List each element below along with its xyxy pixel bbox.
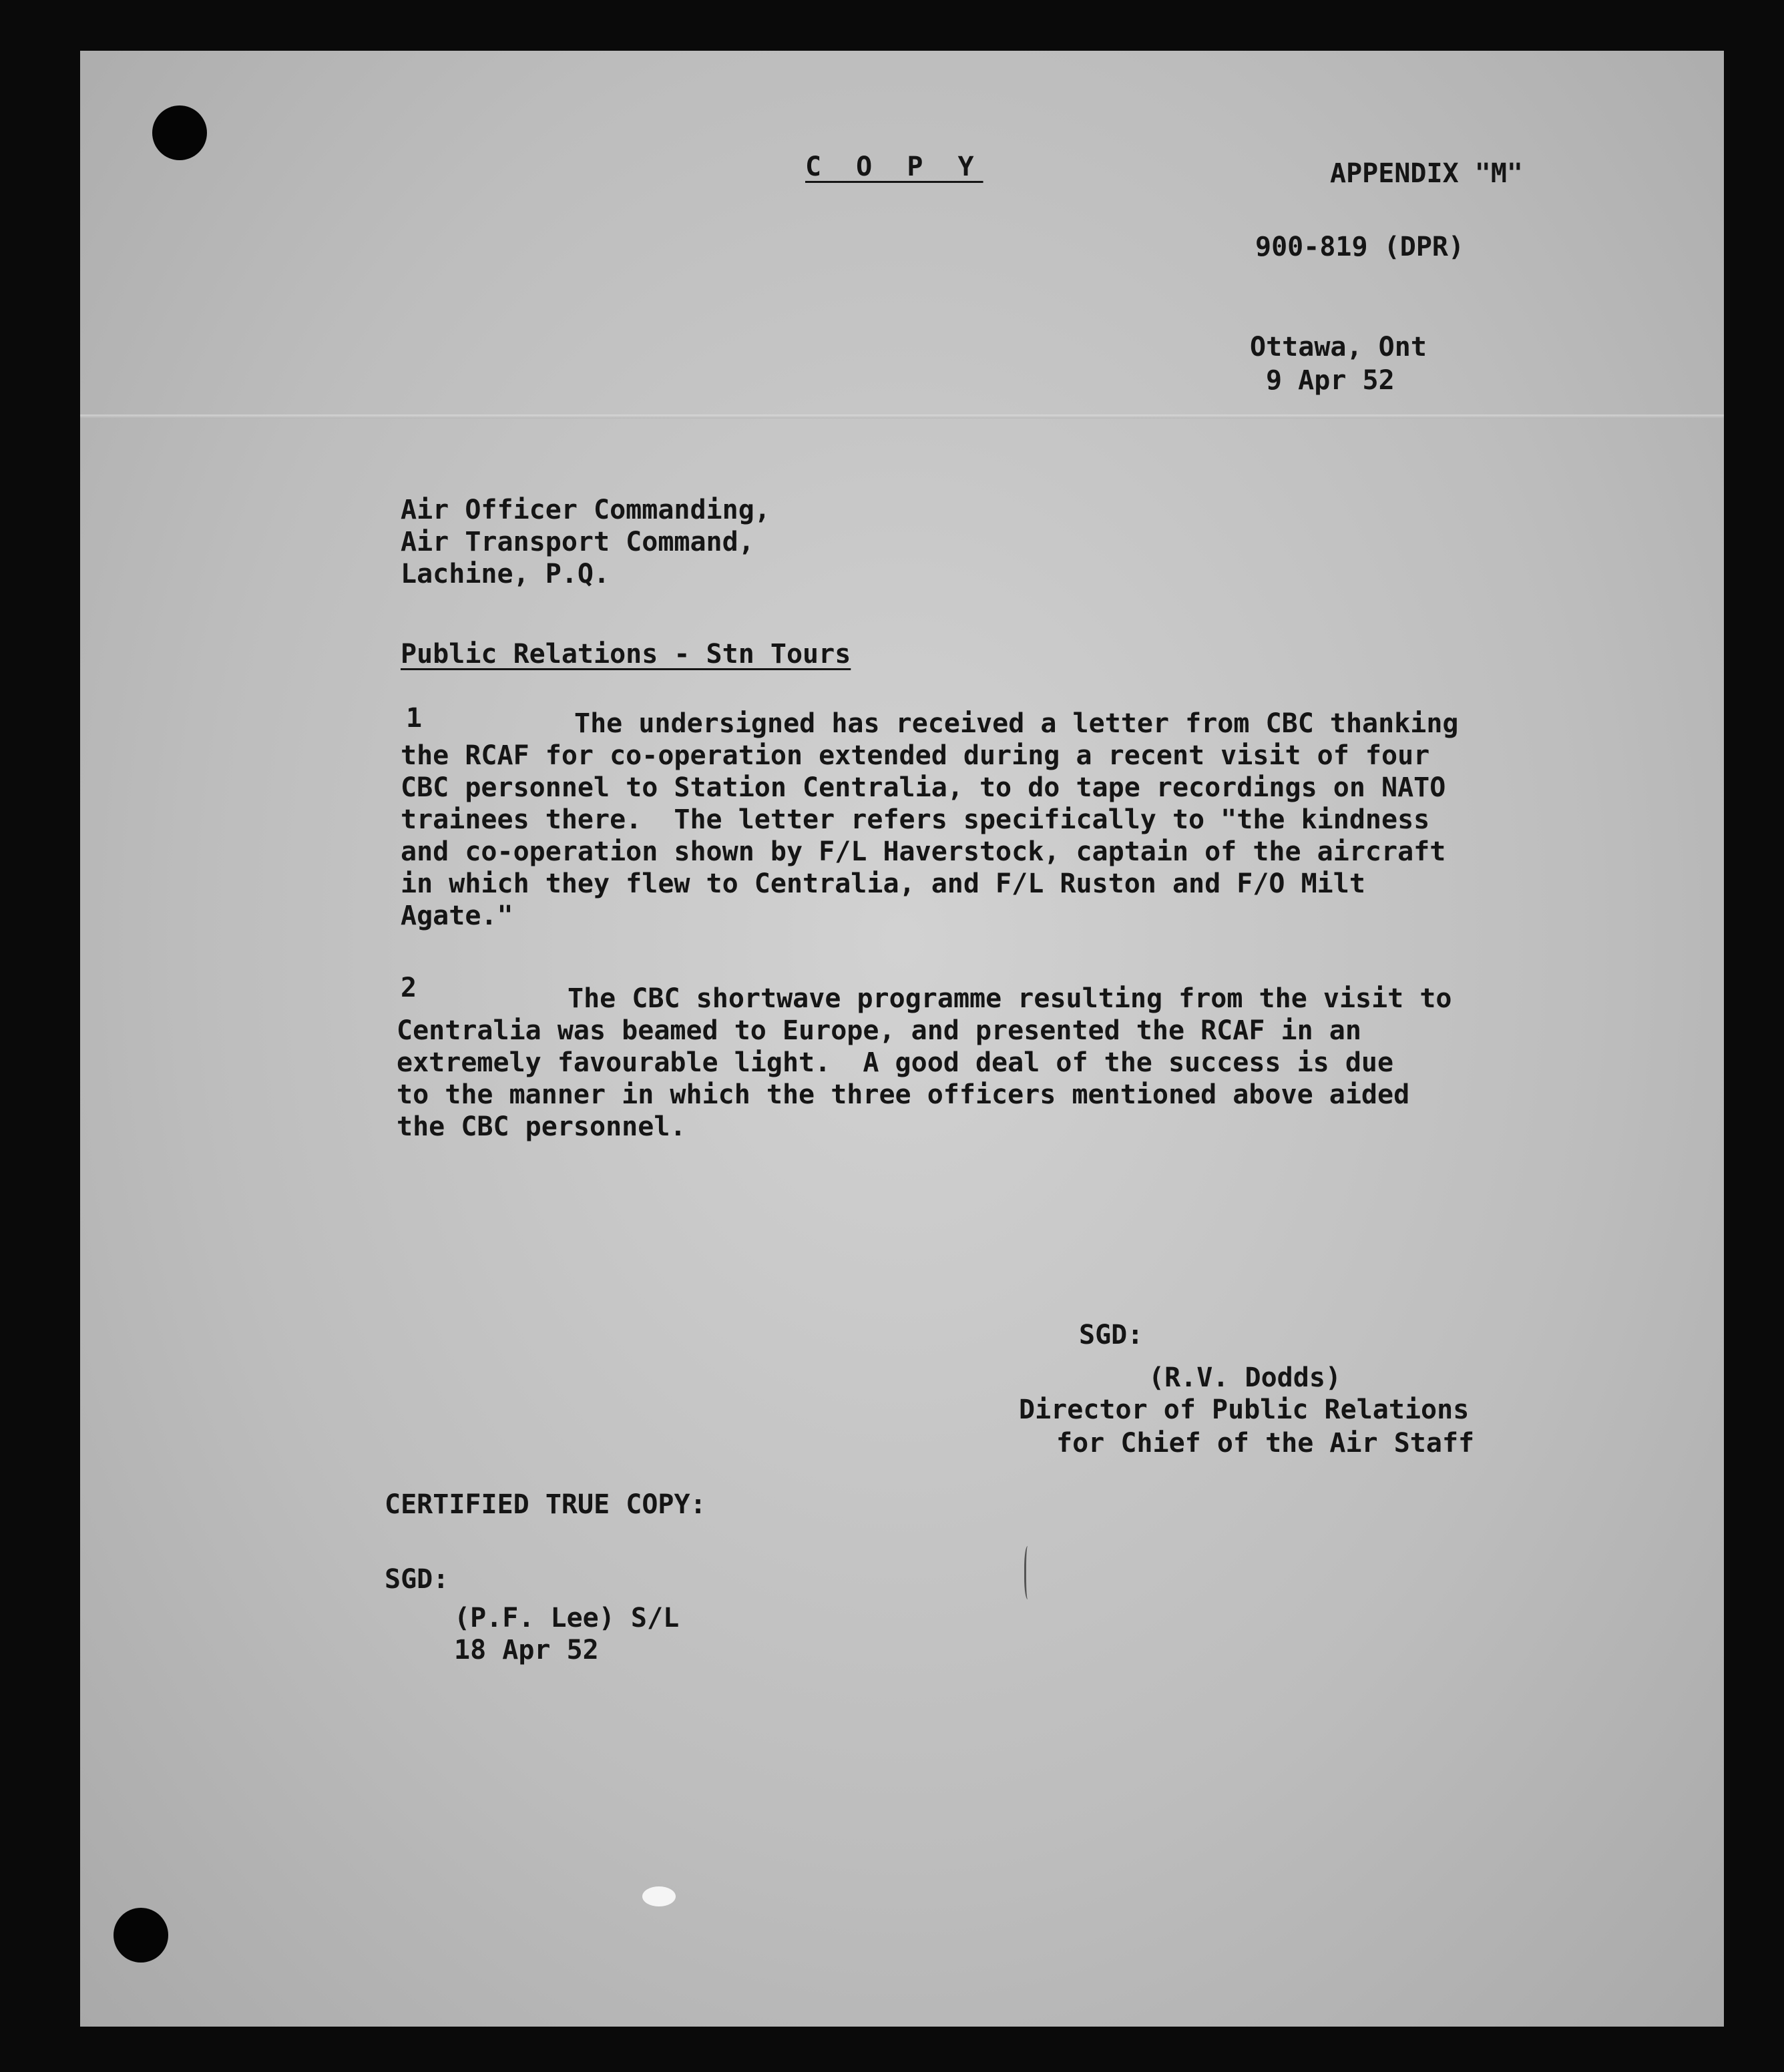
addressee-line: Lachine, P.Q. (401, 559, 610, 589)
signatory-title: for Chief of the Air Staff (1056, 1428, 1475, 1459)
signatory-name: (R.V. Dodds) (1148, 1362, 1341, 1393)
paragraph-line: The undersigned has received a letter from CBC thanking (574, 708, 1459, 739)
paper-blot (642, 1886, 676, 1906)
paragraph-line: the RCAF for co-operation extended during a recent visit of four (401, 740, 1430, 771)
document-page (80, 51, 1724, 2027)
copy-heading: C O P Y (805, 152, 983, 182)
subject-line: Public Relations - Stn Tours (401, 639, 851, 670)
punch-hole-top (152, 105, 207, 160)
certifier-name: (P.F. Lee) S/L (454, 1603, 680, 1633)
certification-date: 18 Apr 52 (454, 1635, 599, 1665)
paragraph-line: to the manner in which the three officers mentioned above aided (397, 1079, 1410, 1110)
signature-sgd: SGD: (1079, 1320, 1144, 1350)
paragraph-number: 2 (401, 973, 417, 1003)
letter-date: 9 Apr 52 (1266, 365, 1395, 396)
paragraph-line: the CBC personnel. (397, 1111, 686, 1142)
certified-label: CERTIFIED TRUE COPY: (385, 1489, 706, 1520)
signatory-title: Director of Public Relations (1019, 1394, 1470, 1425)
paragraph-line: and co-operation shown by F/L Haverstock, captain of the aircraft (401, 836, 1446, 867)
paragraph-line: trainees there. The letter refers specifically to "the kindness (401, 804, 1430, 835)
addressee-line: Air Transport Command, (401, 527, 754, 557)
paragraph-number: 1 (406, 703, 423, 734)
paragraph-line: Agate." (401, 900, 513, 931)
certification-sgd: SGD: (385, 1564, 449, 1595)
punch-hole-bottom (114, 1908, 168, 1963)
page-fold (80, 415, 1724, 419)
paragraph-line: CBC personnel to Station Centralia, to do tape recordings on NATO (401, 772, 1446, 803)
addressee-line: Air Officer Commanding, (401, 495, 770, 525)
file-reference: 900-819 (DPR) (1255, 232, 1465, 262)
appendix-label: APPENDIX "M" (1330, 158, 1523, 189)
paragraph-line: extremely favourable light. A good deal of the success is due (397, 1047, 1394, 1078)
letter-place: Ottawa, Ont (1250, 332, 1427, 362)
paragraph-line: The CBC shortwave programme resulting from the visit to (568, 983, 1452, 1014)
paragraph-line: Centralia was beamed to Europe, and presented the RCAF in an (397, 1015, 1361, 1046)
paragraph-line: in which they flew to Centralia, and F/L Ruston and F/O Milt (401, 868, 1365, 899)
pen-mark (1024, 1546, 1033, 1599)
